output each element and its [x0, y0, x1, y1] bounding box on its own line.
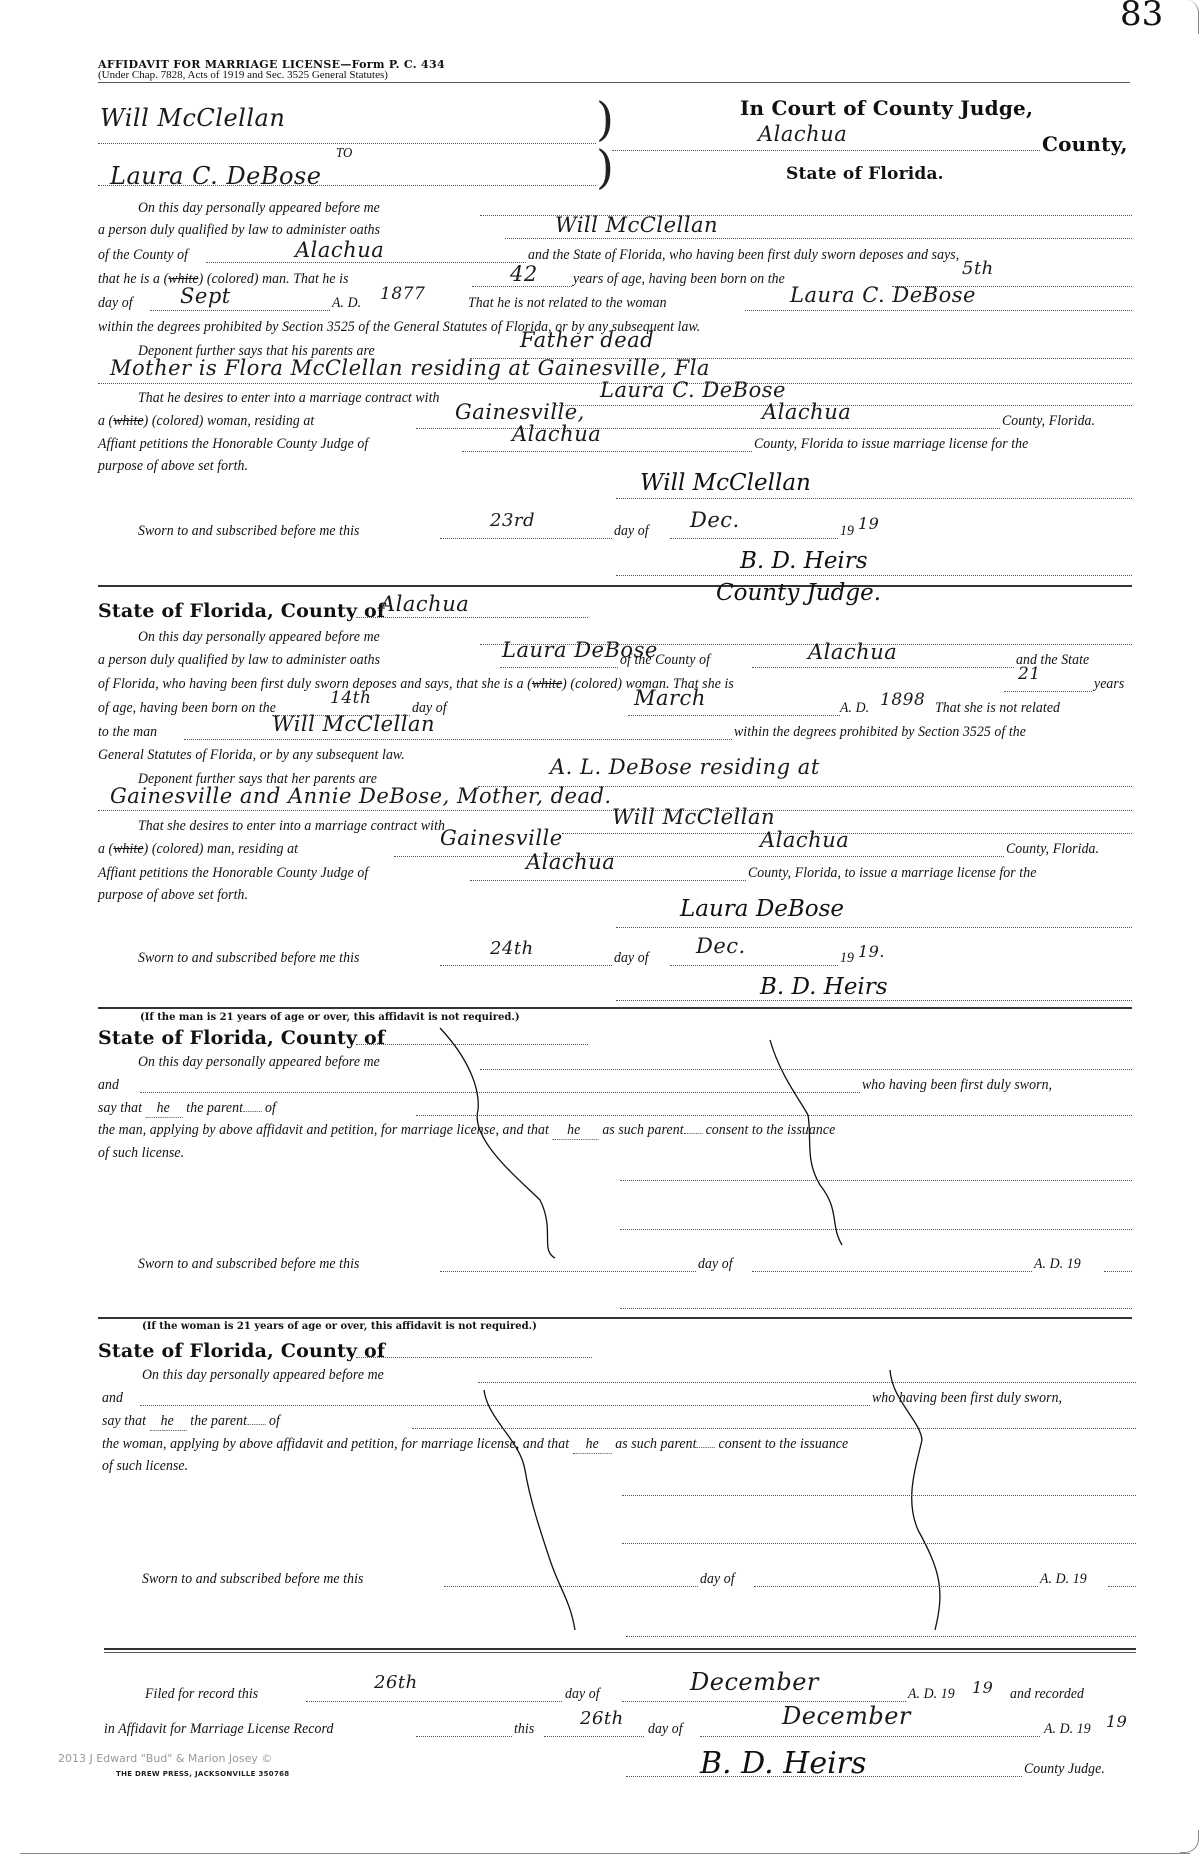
caption-brace-bottom: ) — [596, 140, 614, 194]
woman-line4-a: of age, having been born on the — [98, 700, 277, 716]
caption-county-line — [612, 150, 1040, 151]
woman-line4-b: day of — [412, 700, 447, 716]
caption-groom-line — [98, 143, 596, 144]
recorded-day-line — [544, 1736, 644, 1737]
section-divider-2 — [98, 1007, 1132, 1009]
woman-man: Will McClellan — [272, 712, 435, 736]
woman-birth-month: March — [634, 686, 706, 710]
consent-man-sworn-year-line — [1104, 1271, 1132, 1272]
woman-man-line — [184, 739, 732, 740]
man-woman-line — [745, 310, 1132, 311]
consent-woman-sworn-year-line — [1108, 1586, 1136, 1587]
woman-sworn-label: Sworn to and subscribed before me this — [138, 950, 360, 966]
section-divider-4 — [104, 1648, 1136, 1650]
recorded-this: this — [514, 1721, 535, 1737]
filed-year: 19 — [972, 1678, 994, 1697]
woman-line2-b: of the County of — [620, 652, 711, 668]
consent-man-line3: say that he the parent of — [98, 1100, 276, 1116]
woman-county-line — [752, 667, 1014, 668]
consent-man-line3-blank — [416, 1115, 1132, 1116]
consent-woman-line4: the woman, applying by above affidavit and petition, for marriage license, and that he as such parent consent to the issuance — [102, 1436, 849, 1452]
woman-sworn-day-of: day of — [614, 950, 649, 966]
consent-man-sworn-label: Sworn to and subscribed before me this — [138, 1256, 360, 1272]
man-county: Alachua — [295, 238, 385, 262]
page-number: 83 — [1120, 0, 1164, 34]
woman-line6: General Statutes of Florida, or by any subsequent law. — [98, 747, 405, 763]
woman-line5-b: within the degrees prohibited by Section 3525 of the — [734, 724, 1026, 740]
consent-woman-sworn-day-line — [444, 1586, 698, 1587]
consent-woman-sworn-label: Sworn to and subscribed before me this — [142, 1571, 364, 1587]
header-rule — [98, 82, 1130, 83]
man-petition-county: Alachua — [512, 422, 602, 446]
caption-county-label: County, — [1042, 132, 1128, 156]
cancel-squiggle-4 — [890, 1370, 940, 1630]
recorded-month-line — [700, 1736, 1040, 1737]
consent-woman-line2-b: who having been first duly sworn, — [872, 1390, 1063, 1406]
man-contract-with: Laura C. DeBose — [600, 378, 786, 402]
recorded-label-line — [416, 1736, 512, 1737]
recorded-day-of: day of — [648, 1721, 683, 1737]
woman-petition-county: Alachua — [526, 850, 616, 874]
woman-contract-label: That she desires to enter into a marriage contract with — [138, 818, 445, 834]
man-line4-a: that he is a (white) (colored) man. That he is — [98, 271, 349, 287]
state-label: State of Florida. — [786, 164, 944, 184]
man-sworn-day-line — [440, 538, 612, 539]
woman-parents-line1: A. L. DeBose residing at — [550, 755, 820, 779]
woman-signature-line — [616, 927, 1132, 928]
man-residing-a: a (white) (colored) woman, residing at — [98, 413, 315, 429]
woman-affiant-line — [500, 667, 618, 668]
filed-month: December — [690, 1668, 819, 1696]
section-divider-4b — [104, 1652, 1136, 1653]
woman-sworn-month-line — [670, 965, 838, 966]
man-sworn-month-line — [670, 538, 838, 539]
man-sworn-year-suffix: 19 — [858, 514, 880, 533]
woman-signature: Laura DeBose — [680, 896, 845, 922]
man-county-line — [206, 262, 526, 263]
man-judge-line — [616, 575, 1132, 576]
consent-man-line1: On this day personally appeared before me — [138, 1054, 380, 1070]
man-line4-c: years of age, having been born on the — [573, 271, 785, 287]
man-sworn-day-of: day of — [614, 523, 649, 539]
man-sworn-year-prefix: 19 — [840, 523, 854, 539]
man-birth-day: 5th — [962, 258, 994, 279]
consent-man-line2-blank — [140, 1092, 860, 1093]
filed-day: 26th — [374, 1672, 418, 1693]
man-parents-line2: Mother is Flora McClellan residing at Gainesville, Fla — [110, 356, 710, 380]
woman-petition-b: County, Florida, to issue a marriage license for the — [748, 865, 1037, 881]
consent-woman-line3-blank — [412, 1428, 1136, 1429]
consent-woman-line2-blank — [140, 1405, 870, 1406]
woman-line1: On this day personally appeared before me — [138, 629, 380, 645]
caption-bride: Laura C. DeBose — [110, 162, 322, 190]
man-petition-county-line — [462, 451, 752, 452]
woman-parents-label: Deponent further says that her parents are — [138, 771, 377, 787]
man-contract-label: That he desires to enter into a marriage contract with — [138, 390, 440, 406]
woman-parents-line2: Gainesville and Annie DeBose, Mother, dead. — [110, 784, 612, 808]
consent-woman-line1: On this day personally appeared before me — [142, 1367, 384, 1383]
man-birth-year: 1877 — [380, 284, 426, 304]
copyright-notice: 2013 J Edward "Bud" & Marion Josey © — [58, 1752, 273, 1765]
man-residing-c: County, Florida. — [1002, 413, 1096, 429]
woman-contract-with: Will McClellan — [612, 805, 775, 829]
man-petition-b: County, Florida to issue marriage license for the — [754, 436, 1029, 452]
man-woman: Laura C. DeBose — [790, 283, 976, 307]
woman-judge-line — [616, 1000, 1132, 1001]
recorded-ad: A. D. 19 — [1044, 1721, 1091, 1737]
man-petition-a: Affiant petitions the Honorable County Judge of — [98, 436, 369, 452]
consent-man-line2-b: who having been first duly sworn, — [862, 1077, 1053, 1093]
caption-brace-top: ) — [596, 92, 614, 146]
recorded-month: December — [782, 1702, 911, 1730]
filing-judge-title: County Judge. — [1024, 1761, 1105, 1777]
consent-man-sign-line-1 — [620, 1180, 1132, 1181]
consent-man-line4: the man, applying by above affidavit and petition, for marriage license, and that he as such parent consent to the issuance — [98, 1122, 836, 1138]
man-judge-title: County Judge. — [716, 580, 882, 606]
man-parents-line1: Father dead — [520, 328, 655, 352]
consent-man-sworn-day-of: day of — [698, 1256, 733, 1272]
man-race-struck: white — [168, 271, 199, 287]
consent-man-judge-line — [620, 1308, 1132, 1309]
woman-residing-struck: white — [113, 841, 144, 857]
filing-judge-line — [626, 1776, 1022, 1777]
woman-residing-line — [394, 856, 1004, 857]
section-divider-3 — [98, 1317, 1132, 1319]
form-subtitle: (Under Chap. 7828, Acts of 1919 and Sec. 3525 General Statutes) — [98, 69, 388, 81]
consent-woman-sign-line-2 — [622, 1543, 1136, 1544]
caption-county-value: Alachua — [758, 122, 848, 146]
woman-race-struck: white — [531, 676, 563, 692]
woman-header-county-line — [356, 617, 588, 618]
filed-day-of: day of — [565, 1686, 600, 1702]
man-age-line — [472, 286, 572, 287]
man-age: 42 — [510, 262, 538, 286]
man-affiant: Will McClellan — [555, 213, 718, 237]
man-residing-struck: white — [113, 413, 144, 429]
man-line1: On this day personally appeared before me — [138, 200, 380, 216]
woman-birth-month-line — [628, 715, 840, 716]
scan-edge-corner — [1180, 1830, 1199, 1853]
man-sworn-month: Dec. — [690, 508, 740, 532]
man-line2-label: a person duly qualified by law to administer oaths — [98, 222, 381, 238]
woman-line3: of Florida, who having been first duly sworn deposes and says, that she is a (white) (colored) woman. That she is — [98, 676, 734, 692]
consent-woman-sign-line-1 — [622, 1495, 1136, 1496]
consent-man-county-line — [356, 1044, 588, 1045]
consent-man-note: (If the man is 21 years of age or over, this affidavit is not required.) — [140, 1012, 520, 1023]
man-line5-b: A. D. — [332, 295, 362, 311]
recorded-label: in Affidavit for Marriage License Record — [104, 1721, 334, 1737]
man-line3-b: and the State of Florida, who having been first duly sworn deposes and says, — [528, 247, 960, 263]
consent-woman-sworn-month-line — [754, 1586, 1038, 1587]
recorded-day: 26th — [580, 1708, 624, 1729]
filed-ad: A. D. 19 — [908, 1686, 955, 1702]
woman-purpose: purpose of above set forth. — [98, 887, 249, 903]
woman-affiant: Laura DeBose — [502, 638, 658, 662]
consent-woman-note: (If the woman is 21 years of age or over, this affidavit is not required.) — [142, 1321, 537, 1332]
consent-woman-line1-blank — [478, 1382, 1136, 1383]
woman-sworn-day: 24th — [490, 938, 534, 959]
woman-petition-a: Affiant petitions the Honorable County Judge of — [98, 865, 369, 881]
court-label: In Court of County Judge, — [740, 96, 1034, 120]
consent-woman-sworn-day-of: day of — [700, 1571, 735, 1587]
woman-sworn-year-prefix: 19 — [840, 950, 854, 966]
section-divider-1 — [98, 585, 1132, 587]
filed-label: Filed for record this — [145, 1686, 259, 1702]
man-residing-city: Gainesville, — [455, 400, 585, 424]
consent-woman-header: State of Florida, County of — [98, 1340, 386, 1362]
woman-line5-a: to the man — [98, 724, 158, 740]
consent-woman-county-line — [356, 1357, 592, 1358]
woman-birth-day: 14th — [330, 688, 372, 708]
man-line5-a: day of — [98, 295, 133, 311]
filing-judge-signature: B. D. Heirs — [700, 1746, 867, 1781]
woman-residing-a: a (white) (colored) man, residing at — [98, 841, 299, 857]
woman-header-label: State of Florida, County of — [98, 600, 386, 622]
man-parents-label: Deponent further says that his parents are — [138, 343, 375, 359]
cancel-squiggle-2 — [770, 1040, 842, 1245]
woman-residing-city: Gainesville — [440, 826, 563, 850]
cancel-squiggle-3 — [484, 1390, 575, 1630]
man-birth-month: Sept — [180, 284, 231, 308]
scan-edge-top-corner — [1186, 0, 1199, 34]
woman-sworn-day-line — [440, 965, 612, 966]
caption-to: TO — [336, 146, 353, 161]
man-sworn-label: Sworn to and subscribed before me this — [138, 523, 360, 539]
man-purpose: purpose of above set forth. — [98, 458, 249, 474]
woman-line2-c: and the State — [1016, 652, 1090, 668]
consent-man-line1-blank — [480, 1069, 1132, 1070]
man-residing-line — [416, 428, 1000, 429]
consent-woman-line5: of such license. — [102, 1458, 189, 1474]
consent-woman-line3: say that he the parent of — [102, 1413, 280, 1429]
printer-imprint: THE DREW PRESS, JACKSONVILLE 350768 — [116, 1770, 290, 1778]
consent-man-header: State of Florida, County of — [98, 1027, 386, 1049]
woman-line3-c: years — [1094, 676, 1125, 692]
consent-man-sworn-day-line — [440, 1271, 696, 1272]
consent-woman-judge-line — [626, 1636, 1136, 1637]
woman-sworn-month: Dec. — [696, 934, 746, 958]
woman-header-county: Alachua — [380, 592, 470, 616]
consent-man-sworn-ad: A. D. 19 — [1034, 1256, 1081, 1272]
woman-petition-county-line — [470, 880, 746, 881]
cancel-squiggle-1 — [440, 1028, 555, 1258]
consent-man-line5: of such license. — [98, 1145, 185, 1161]
man-sworn-day: 23rd — [490, 510, 536, 531]
filed-tail: and recorded — [1010, 1686, 1085, 1702]
man-affiant-line — [505, 238, 1132, 239]
woman-sworn-year-suffix: 19. — [858, 942, 885, 961]
woman-age: 21 — [1018, 664, 1041, 684]
man-birth-month-line — [150, 310, 330, 311]
woman-line4-c: A. D. — [840, 700, 870, 716]
man-line3-a: of the County of — [98, 247, 189, 263]
man-signature: Will McClellan — [640, 470, 811, 496]
woman-line2-label: a person duly qualified by law to administer oaths — [98, 652, 381, 668]
woman-judge-signature: B. D. Heirs — [760, 974, 888, 1000]
man-signature-line — [616, 498, 1132, 499]
recorded-year: 19 — [1106, 1712, 1128, 1731]
man-line6: within the degrees prohibited by Section 3525 of the General Statutes of Florida, or by any subsequent law. — [98, 319, 701, 335]
consent-man-sign-line-2 — [620, 1229, 1132, 1230]
woman-birth-year: 1898 — [880, 690, 926, 710]
woman-residing-county: Alachua — [760, 828, 850, 852]
consent-man-line2-a: and — [98, 1077, 119, 1093]
woman-line4-d: That she is not related — [935, 700, 1061, 716]
form-title: AFFIDAVIT FOR MARRIAGE LICENSE—Form P. C. 434 — [98, 58, 445, 71]
caption-groom: Will McClellan — [100, 104, 286, 132]
woman-county: Alachua — [808, 640, 898, 664]
scan-edge-bottom — [20, 1853, 1190, 1854]
consent-woman-line2-a: and — [102, 1390, 123, 1406]
caption-bride-line — [98, 185, 596, 186]
man-residing-county: Alachua — [762, 400, 852, 424]
filed-day-line — [306, 1701, 562, 1702]
woman-residing-c: County, Florida. — [1006, 841, 1100, 857]
consent-woman-sworn-ad: A. D. 19 — [1040, 1571, 1087, 1587]
man-judge-signature: B. D. Heirs — [740, 548, 868, 574]
man-line5-c: That he is not related to the woman — [468, 295, 667, 311]
woman-age-line — [1004, 691, 1092, 692]
consent-man-sworn-month-line — [752, 1271, 1032, 1272]
